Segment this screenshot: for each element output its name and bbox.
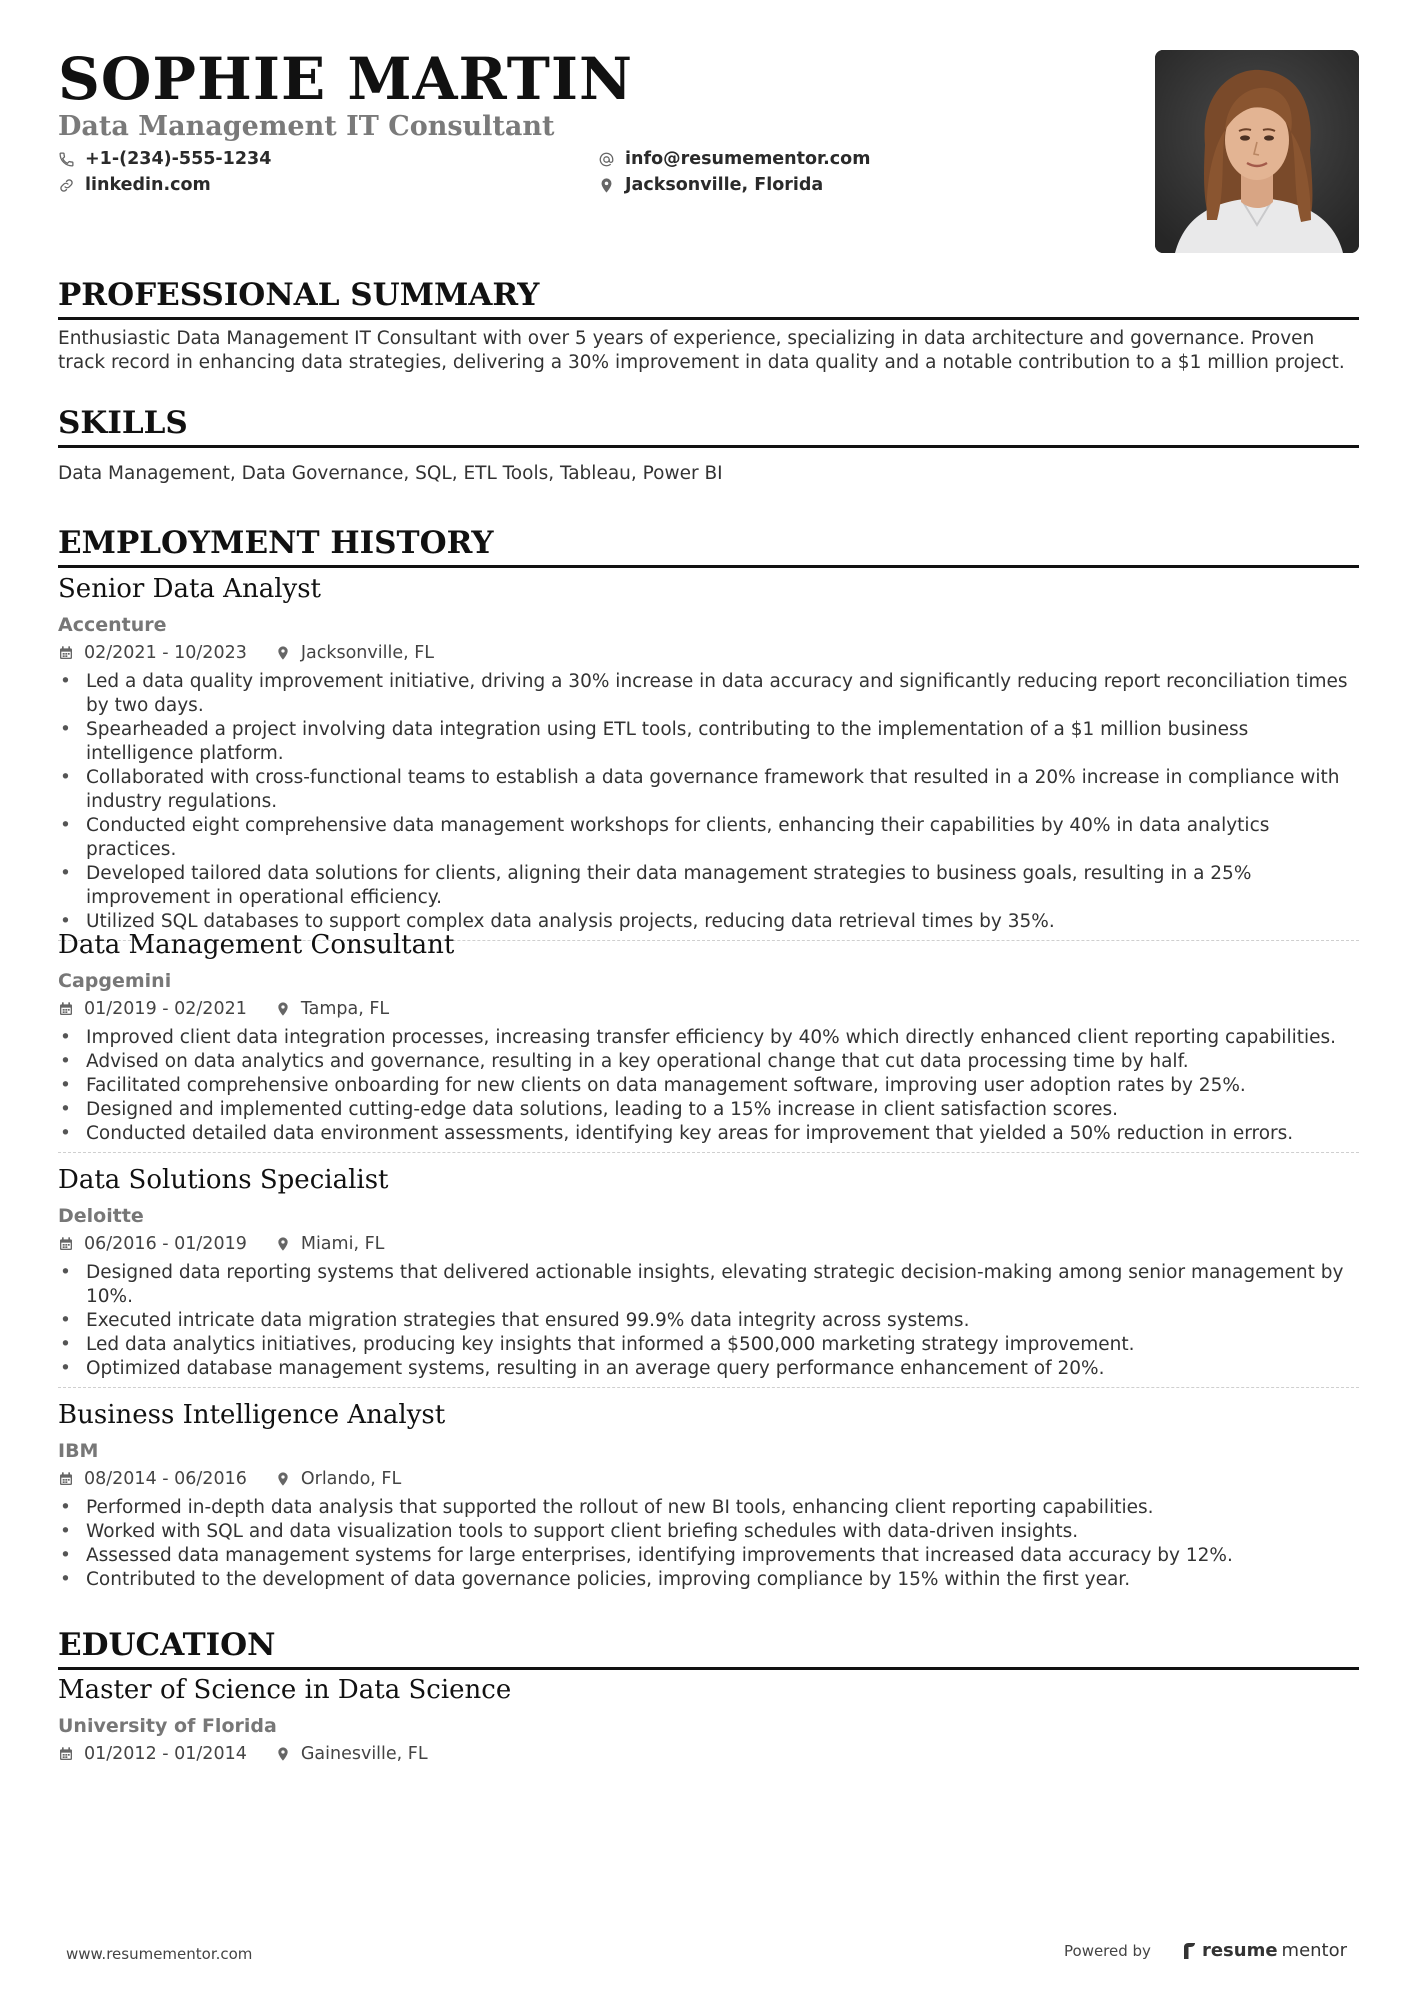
job-bullets (58, 1026, 1359, 1146)
brand-mark-icon (1181, 1941, 1198, 1961)
bullet-item: • Worked with SQL and data visualization tools to support client briefing schedules with data-driven insights. (58, 1520, 1359, 1544)
map-pin-icon (275, 1746, 291, 1762)
job-company: Capgemini (58, 970, 172, 992)
bullet-item: • Optimized database management systems, resulting in an average query performance enhancement of 20%. (58, 1357, 1359, 1381)
bullet-item: • Designed data reporting systems that delivered actionable insights, elevating strategic decision-making among senior management by 10%. (58, 1261, 1359, 1309)
calendar-icon (58, 645, 74, 661)
contact-location (598, 177, 823, 195)
job-dates: 01/2019 - 02/2021 (84, 999, 247, 1019)
bullet-item: • Advised on data analytics and governance, resulting in a key operational change that cut data processing time by half. (58, 1050, 1359, 1074)
job-location: Jacksonville, FL (300, 643, 435, 663)
linkedin-text[interactable]: linkedin.com (85, 175, 211, 195)
summary-text: Enthusiastic Data Management IT Consultant with over 5 years of experience, specializing in data architecture and governance. Proven track record in enhancing data strategies, delivering a 30% improvement in data quality and a notable contribution to a $1 million project. (58, 328, 1345, 373)
map-pin-icon (598, 177, 615, 194)
education-entry (58, 1675, 1359, 1765)
job-company: Deloitte (58, 1205, 144, 1227)
job-divider (58, 1152, 1359, 1153)
education-meta (58, 1743, 1359, 1765)
job-meta (58, 1468, 1359, 1490)
powered-by-text: Powered by (1064, 1941, 1151, 1960)
calendar-icon (58, 1746, 74, 1762)
contact-linkedin[interactable] (58, 177, 211, 195)
link-icon (58, 177, 75, 194)
school-name: University of Florida (58, 1715, 277, 1737)
job-role: Business Intelligence Analyst (58, 1400, 446, 1430)
calendar-icon (58, 1471, 74, 1487)
job-divider (58, 1387, 1359, 1388)
job-meta (58, 642, 1359, 664)
job-entry (58, 1165, 1359, 1388)
bullet-item: • Facilitated comprehensive onboarding for new clients on data management software, improving user adoption rates by 25%. (58, 1074, 1359, 1098)
bullet-item: • Contributed to the development of data governance policies, improving compliance by 15% within the first year. (58, 1568, 1359, 1592)
bullet-item: • Developed tailored data solutions for clients, aligning their data management strategies to business goals, resulting in a 25% improvement in operational efficiency. (58, 862, 1359, 910)
job-location: Miami, FL (300, 1234, 385, 1254)
at-icon (598, 151, 615, 168)
job-dates: 02/2021 - 10/2023 (84, 643, 247, 663)
map-pin-icon (275, 1236, 291, 1252)
section-title-education: EDUCATION (58, 1630, 1359, 1670)
bullet-item: • Assessed data management systems for large enterprises, identifying improvements that increased data accuracy by 12%. (58, 1544, 1359, 1568)
section-title-employment: EMPLOYMENT HISTORY (58, 528, 1359, 568)
job-bullets (58, 670, 1359, 934)
job-dates: 06/2016 - 01/2019 (84, 1234, 247, 1254)
job-meta (58, 998, 1359, 1020)
map-pin-icon (275, 1471, 291, 1487)
footer-website[interactable]: www.resumementor.com (66, 1945, 253, 1963)
bullet-item: • Led a data quality improvement initiative, driving a 30% increase in data accuracy and significantly reducing report reconciliation times by two days. (58, 670, 1359, 718)
job-location: Tampa, FL (300, 999, 390, 1019)
map-pin-icon (275, 645, 291, 661)
footer-brand (1064, 1940, 1347, 1961)
bullet-item: • Executed intricate data migration strategies that ensured 99.9% data integrity across systems. (58, 1309, 1359, 1333)
bullet-item: • Spearheaded a project involving data integration using ETL tools, contributing to the implementation of a $1 million business intelligence platform. (58, 718, 1359, 766)
education-location: Gainesville, FL (300, 1744, 428, 1764)
job-entry (58, 930, 1359, 1153)
bullet-item: • Designed and implemented cutting-edge data solutions, leading to a 15% increase in client satisfaction scores. (58, 1098, 1359, 1122)
job-bullets (58, 1496, 1359, 1592)
job-role: Senior Data Analyst (58, 574, 321, 604)
bullet-item: • Collaborated with cross-functional teams to establish a data governance framework that resulted in a 20% increase in compliance with industry regulations. (58, 766, 1359, 814)
brand-logo[interactable] (1181, 1940, 1347, 1961)
phone-icon (58, 151, 75, 168)
bullet-item: • Conducted eight comprehensive data management workshops for clients, enhancing their capabilities by 40% in data analytics practices. (58, 814, 1359, 862)
profile-photo (1155, 50, 1359, 253)
education-dates: 01/2012 - 01/2014 (84, 1744, 247, 1764)
brand-name-light: mentor (1281, 1940, 1348, 1961)
job-meta (58, 1233, 1359, 1255)
section-title-skills: SKILLS (58, 408, 1359, 448)
job-entry (58, 1400, 1359, 1592)
section-title-summary: PROFESSIONAL SUMMARY (58, 280, 1359, 320)
email-text[interactable]: info@resumementor.com (625, 149, 871, 169)
brand-name-bold: resume (1201, 1940, 1278, 1961)
job-company: IBM (58, 1440, 99, 1462)
job-role: Data Management Consultant (58, 930, 455, 960)
bullet-item: • Performed in-depth data analysis that supported the rollout of new BI tools, enhancing client reporting capabilities. (58, 1496, 1359, 1520)
location-text: Jacksonville, Florida (625, 175, 824, 195)
bullet-item: • Utilized SQL databases to support complex data analysis projects, reducing data retrieval times by 35%. (58, 910, 1359, 934)
job-location: Orlando, FL (300, 1469, 402, 1489)
degree-title: Master of Science in Data Science (58, 1675, 512, 1705)
job-role: Data Solutions Specialist (58, 1165, 389, 1195)
map-pin-icon (275, 1001, 291, 1017)
calendar-icon (58, 1236, 74, 1252)
bullet-item: • Improved client data integration processes, increasing transfer efficiency by 40% which directly enhanced client reporting capabilities. (58, 1026, 1359, 1050)
skills-text: Data Management, Data Governance, SQL, ETL Tools, Tableau, Power BI (58, 463, 723, 484)
bullet-item: • Led data analytics initiatives, producing key insights that informed a $500,000 marketing strategy improvement. (58, 1333, 1359, 1357)
bullet-item: • Conducted detailed data environment assessments, identifying key areas for improvement that yielded a 50% reduction in errors. (58, 1122, 1359, 1146)
calendar-icon (58, 1001, 74, 1017)
phone-text: +1-(234)-555-1234 (85, 149, 272, 169)
contact-email[interactable] (598, 151, 870, 169)
job-dates: 08/2014 - 06/2016 (84, 1469, 247, 1489)
job-entry (58, 574, 1359, 941)
contact-phone (58, 151, 271, 169)
candidate-title: Data Management IT Consultant (58, 111, 555, 142)
job-bullets (58, 1261, 1359, 1381)
candidate-name: SOPHIE MARTIN (58, 45, 634, 113)
job-company: Accenture (58, 614, 167, 636)
